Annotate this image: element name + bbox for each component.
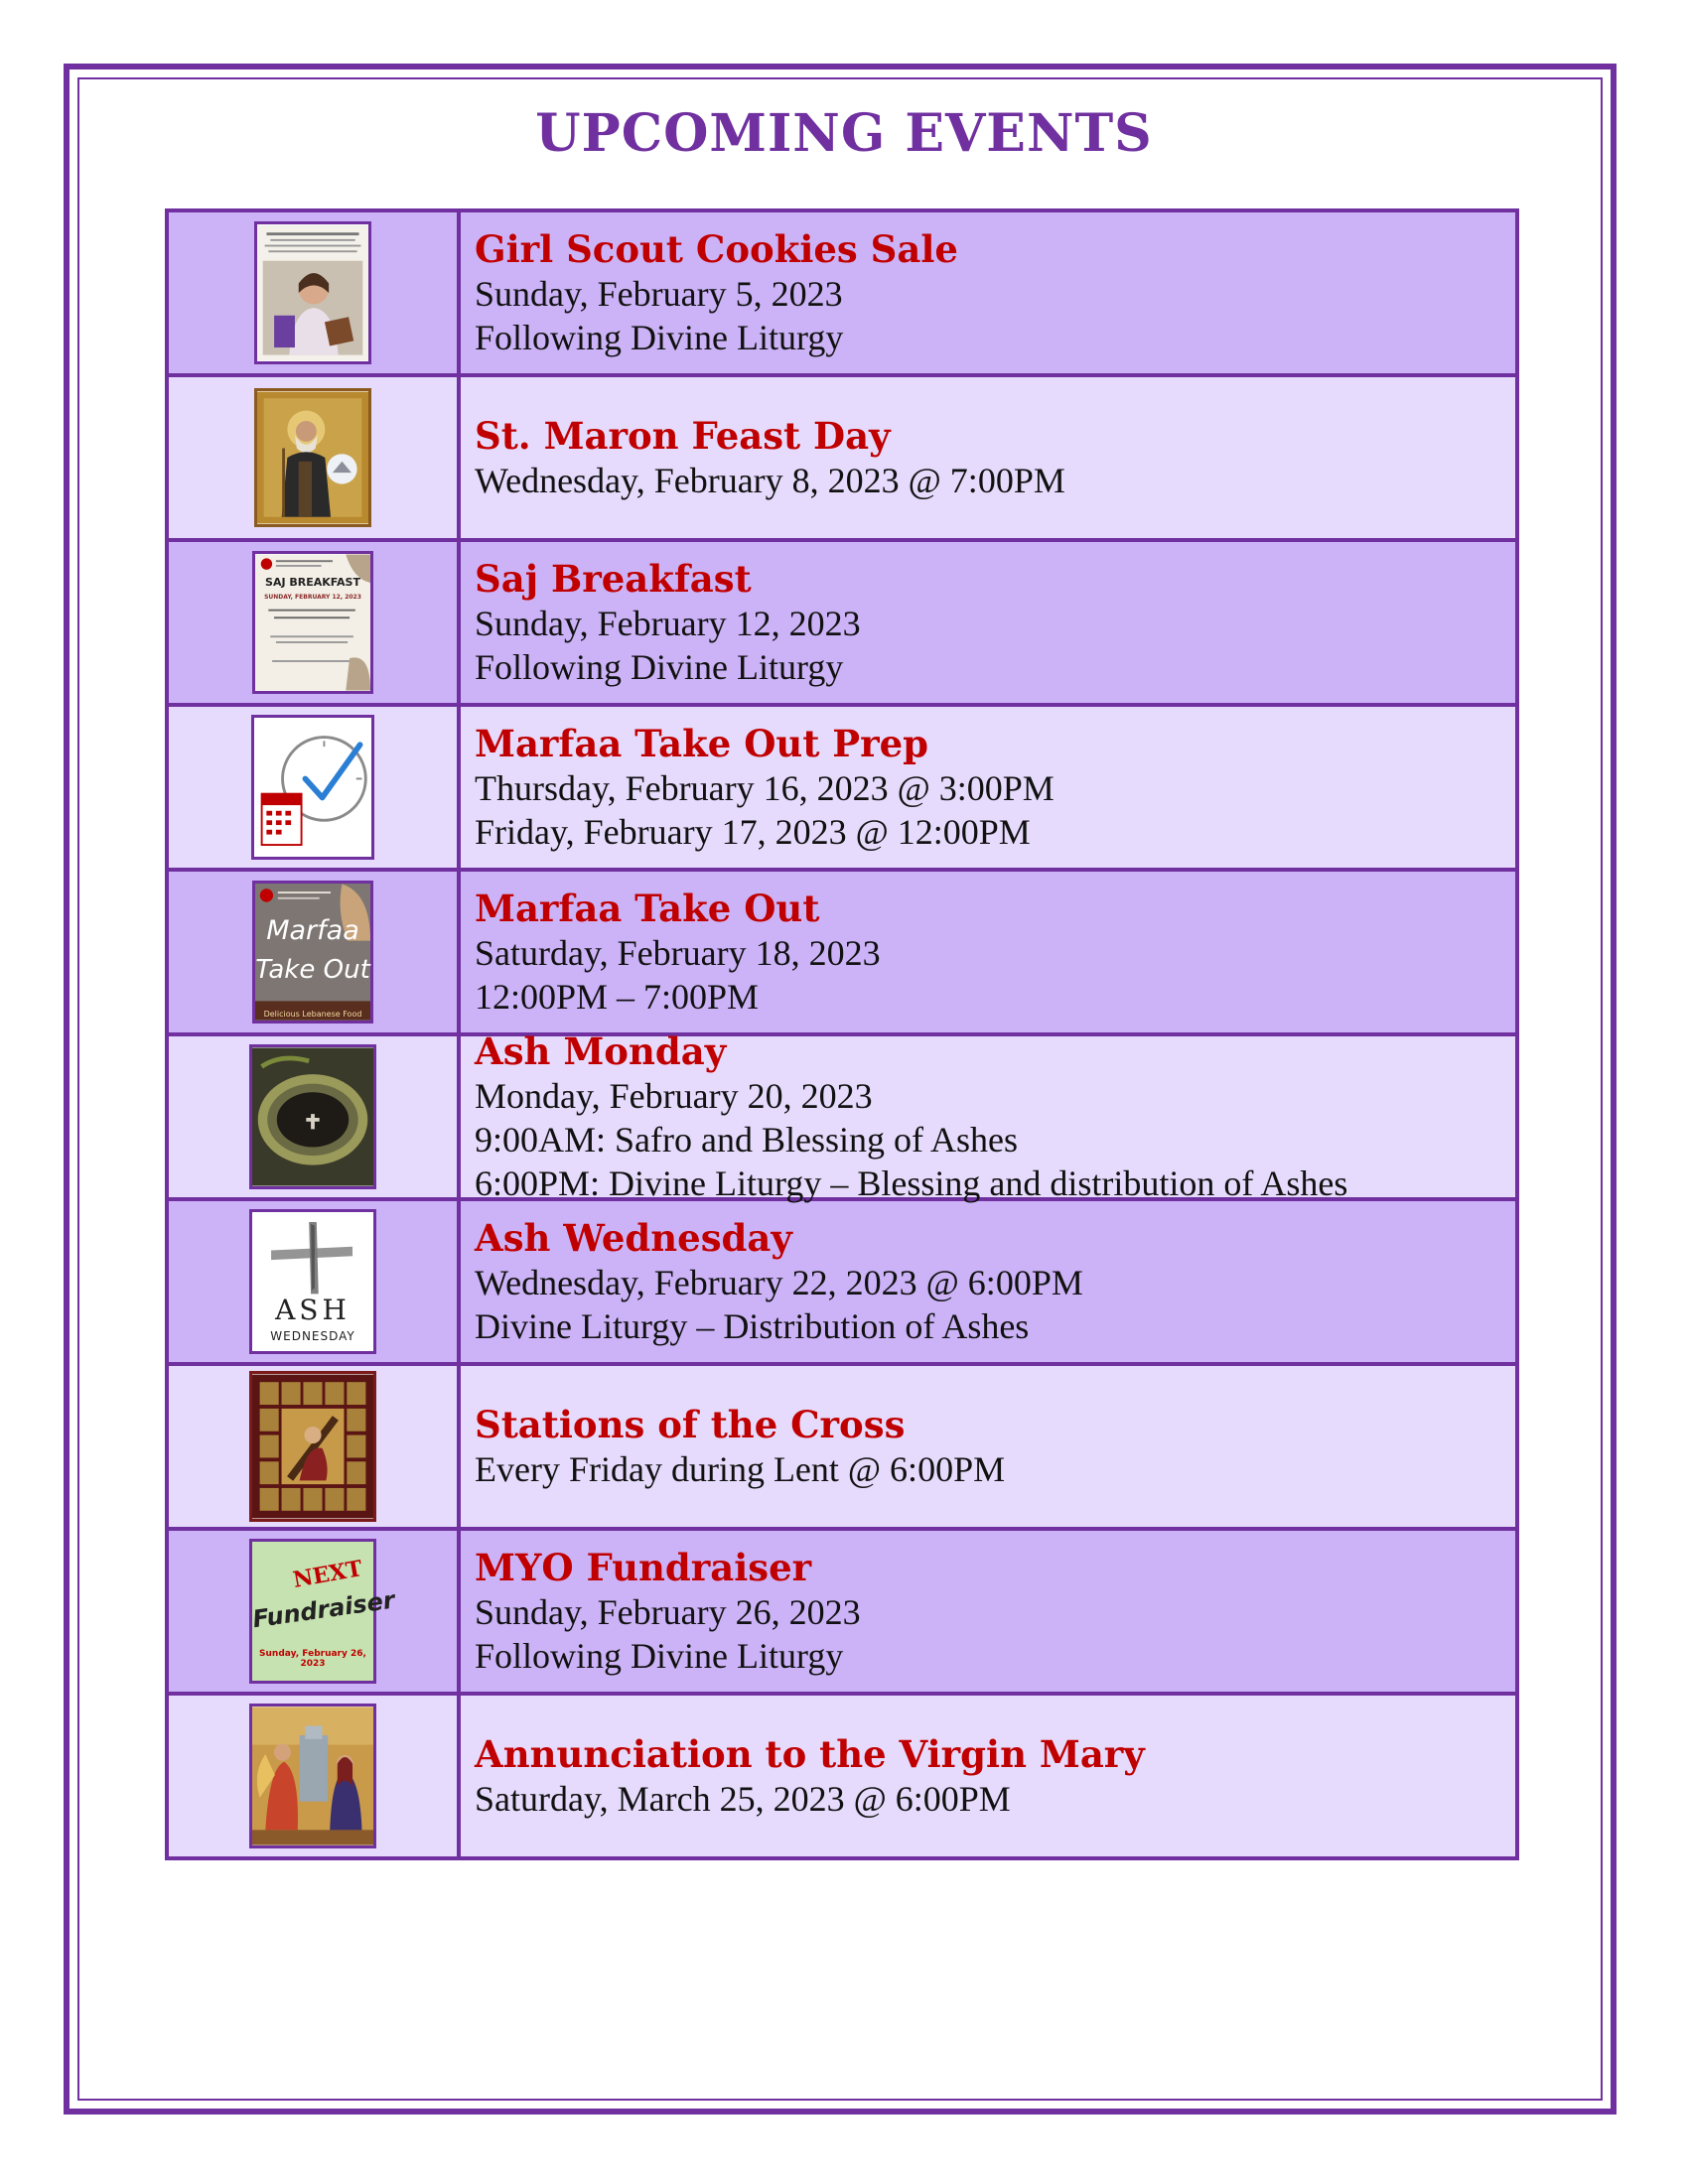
event-row-ash-wednesday	[169, 1197, 1515, 1362]
image-caption-wednesday: WEDNESDAY	[270, 1329, 355, 1343]
event-title: Saj Breakfast	[475, 557, 752, 601]
flyer-heading: SAJ BREAKFAST	[265, 576, 360, 589]
event-row-stations	[169, 1362, 1515, 1527]
event-date: Sunday, February 26, 2023	[475, 1592, 861, 1632]
event-row-saj-breakfast	[169, 538, 1515, 703]
event-image-cell	[169, 872, 461, 1032]
event-title: St. Maron Feast Day	[475, 414, 891, 458]
event-title: Ash Monday	[475, 1029, 727, 1073]
flyer-line-next: NEXT	[291, 1556, 364, 1593]
flyer-date: SUNDAY, FEBRUARY 12, 2023	[264, 594, 361, 601]
event-image-cell	[169, 1531, 461, 1692]
st-maron-icon-image	[254, 388, 371, 527]
flyer-line-date: Sunday, February 26, 2023	[259, 1649, 366, 1669]
saj-breakfast-flyer-image	[252, 551, 373, 694]
flyer-line-1: Marfaa	[266, 915, 359, 946]
next-fundraiser-flyer-image	[249, 1539, 397, 1684]
flyer-line-fundraiser: Fundraiser	[250, 1585, 397, 1634]
event-details	[461, 872, 1515, 1032]
event-date: Sunday, February 12, 2023	[475, 604, 861, 643]
event-image-cell	[169, 212, 461, 373]
event-image-cell	[169, 1696, 461, 1856]
event-row-st-maron	[169, 373, 1515, 538]
event-details	[461, 542, 1515, 703]
event-title: Annunciation to the Virgin Mary	[475, 1732, 1145, 1776]
event-title: Stations of the Cross	[475, 1403, 906, 1446]
event-image-cell	[169, 707, 461, 868]
flyer-line-3: Delicious Lebanese Food	[263, 1010, 362, 1019]
flyer-line-2: Take Out	[255, 955, 370, 985]
event-details	[461, 1696, 1515, 1856]
event-title: Marfaa Take Out Prep	[475, 722, 929, 765]
event-time: 6:00PM: Divine Liturgy – Blessing and distribution of Ashes	[475, 1163, 1348, 1203]
event-details	[461, 1366, 1515, 1527]
girl-scout-cookies-flyer-image	[254, 221, 371, 364]
event-date: Sunday, February 5, 2023	[475, 274, 843, 314]
event-time: Following Divine Liturgy	[475, 647, 844, 687]
image-caption-ash: ASH	[275, 1294, 351, 1326]
event-title: Ash Wednesday	[475, 1216, 792, 1260]
events-table	[165, 208, 1519, 1860]
event-time: Following Divine Liturgy	[475, 318, 844, 357]
ash-cross-image	[249, 1209, 376, 1354]
event-row-myo-fundraiser	[169, 1527, 1515, 1692]
event-date: Monday, February 20, 2023	[475, 1076, 873, 1116]
event-date: Saturday, February 18, 2023	[475, 933, 881, 973]
event-row-girl-scout	[169, 212, 1515, 373]
event-details	[461, 1029, 1515, 1203]
event-title: Girl Scout Cookies Sale	[475, 227, 958, 271]
event-details	[461, 707, 1515, 868]
event-details	[461, 1531, 1515, 1692]
event-time: Every Friday during Lent @ 6:00PM	[475, 1449, 1006, 1489]
event-details	[461, 377, 1515, 538]
event-image-cell	[169, 1036, 461, 1197]
event-image-cell	[169, 1366, 461, 1527]
marfaa-take-out-flyer-image	[252, 881, 373, 1024]
event-date: Wednesday, February 22, 2023 @ 6:00PM	[475, 1263, 1083, 1302]
event-date: Friday, February 17, 2023 @ 12:00PM	[475, 812, 1031, 852]
event-time: 9:00AM: Safro and Blessing of Ashes	[475, 1120, 1018, 1160]
ash-bowl-image	[249, 1044, 376, 1189]
event-row-marfaa-take-out	[169, 868, 1515, 1032]
event-row-ash-monday	[169, 1029, 1515, 1203]
event-time: Divine Liturgy – Distribution of Ashes	[475, 1306, 1030, 1346]
page-title: UPCOMING EVENTS	[535, 103, 1153, 164]
stations-of-the-cross-icon-image	[249, 1371, 376, 1522]
event-image-cell	[169, 377, 461, 538]
event-details	[461, 212, 1515, 373]
event-image-cell	[169, 1201, 461, 1362]
clock-calendar-icon	[251, 715, 374, 860]
event-title: Marfaa Take Out	[475, 887, 820, 930]
event-row-marfaa-prep	[169, 703, 1515, 868]
event-date: Thursday, February 16, 2023 @ 3:00PM	[475, 768, 1055, 808]
event-title: MYO Fundraiser	[475, 1546, 812, 1589]
event-details	[461, 1201, 1515, 1362]
annunciation-icon-image	[249, 1704, 376, 1848]
event-time: 12:00PM – 7:00PM	[475, 977, 760, 1017]
event-date: Saturday, March 25, 2023 @ 6:00PM	[475, 1779, 1011, 1819]
event-time: Following Divine Liturgy	[475, 1636, 844, 1676]
event-image-cell	[169, 542, 461, 703]
event-date: Wednesday, February 8, 2023 @ 7:00PM	[475, 461, 1065, 500]
event-row-annunciation	[169, 1692, 1515, 1856]
